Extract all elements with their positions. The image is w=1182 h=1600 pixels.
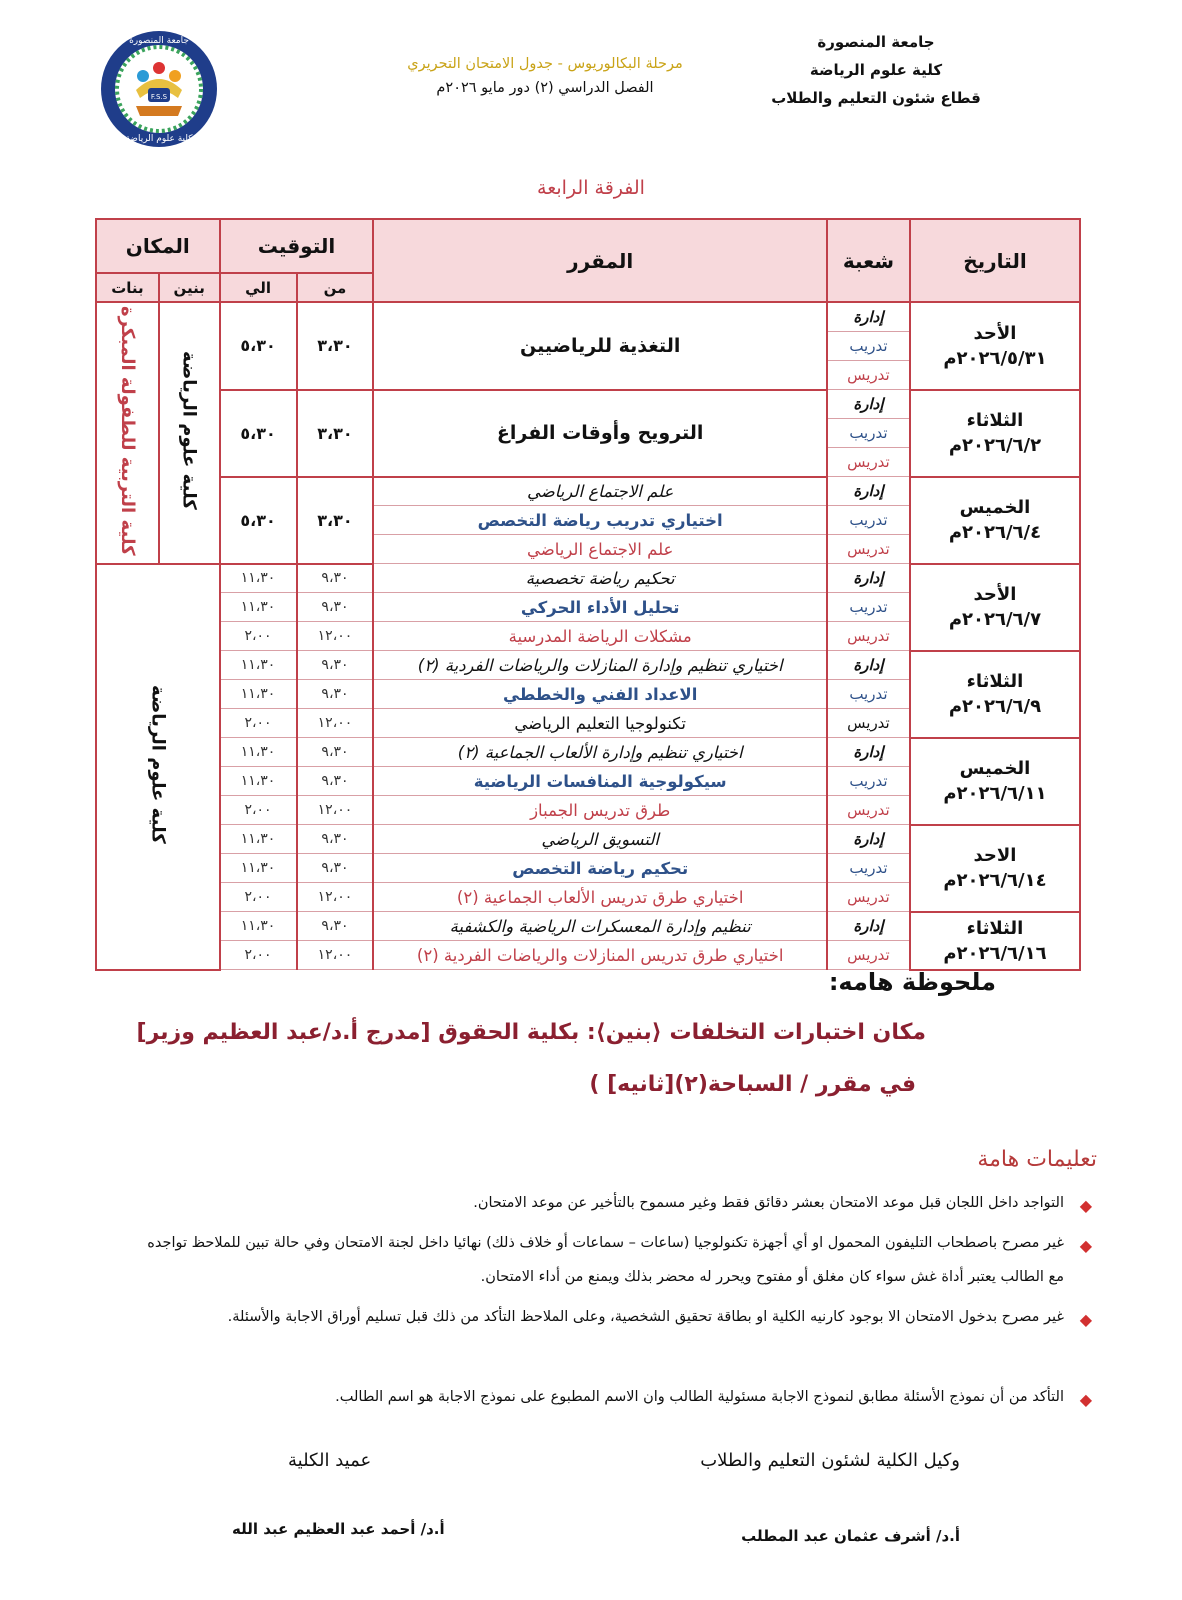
section-tadrib: تدريب bbox=[827, 854, 910, 883]
note-title: ملحوظة هامه: bbox=[828, 968, 996, 996]
section-tadris: تدريس bbox=[827, 361, 910, 390]
time-to: ٢،٠٠ bbox=[220, 709, 297, 738]
table-row bbox=[96, 651, 1080, 680]
table-row bbox=[96, 912, 1080, 941]
table-row bbox=[96, 477, 1080, 506]
course-cell: سيكولوجية المنافسات الرياضية bbox=[373, 767, 827, 796]
section-idara: إدارة bbox=[827, 912, 910, 941]
time-to: ١١،٣٠ bbox=[220, 738, 297, 767]
table-row bbox=[96, 564, 1080, 593]
course-cell: علم الاجتماع الرياضي bbox=[373, 477, 827, 506]
section-idara: إدارة bbox=[827, 825, 910, 854]
day-cell: الأحد ٢٠٢٦/٦/٧م bbox=[910, 564, 1080, 651]
exam-schedule-table bbox=[95, 218, 1081, 971]
time-to: ٥،٣٠ bbox=[220, 390, 297, 477]
course-cell: اختياري تنظيم وإدارة المنازلات والرياضات الفردية (٢) bbox=[373, 651, 827, 680]
vice-dean-name: أ.د/ أشرف عثمان عبد المطلب bbox=[741, 1527, 960, 1545]
day-cell: الخميس ٢٠٢٦/٦/١١م bbox=[910, 738, 1080, 825]
section-tadris: تدريس bbox=[827, 941, 910, 970]
header-girls: بنات bbox=[96, 273, 159, 302]
day-cell: الأحد ٢٠٢٦/٥/٣١م bbox=[910, 302, 1080, 390]
time-from: ١٢،٠٠ bbox=[297, 709, 374, 738]
dean-name: أ.د/ أحمد عبد العظيم عبد الله bbox=[232, 1520, 445, 1538]
course-cell: تنظيم وإدارة المعسكرات الرياضية والكشفية bbox=[373, 912, 827, 941]
semester-title: الفصل الدراسي (٢) دور مايو ٢٠٢٦م bbox=[436, 80, 654, 96]
instruction-item: غير مصرح باصطحاب التليفون المحمول او أي أجهزة تكنولوجيا (ساعات – سماعات أو خلاف ذلك) نهائيا داخل لجنة الامتحان وفي حالة تبين للملاحظ تواجده مع الطالب يعتبر أداة غش سواء كان مغلق أو مفتوح ويحرر له محضر بذلك ويمنع من أداء الامتحان. bbox=[147, 1235, 1064, 1285]
table-row bbox=[96, 738, 1080, 767]
time-to: ١١،٣٠ bbox=[220, 593, 297, 622]
time-to: ١١،٣٠ bbox=[220, 680, 297, 709]
time-to: ١١،٣٠ bbox=[220, 564, 297, 593]
faculty-name: كلية علوم الرياضة bbox=[809, 61, 943, 79]
course-cell: علم الاجتماع الرياضي bbox=[373, 535, 827, 564]
stage-title: مرحلة البكالوريوس - جدول الامتحان التحريري bbox=[407, 56, 683, 72]
course-cell: تحكيم رياضة تخصصية bbox=[373, 564, 827, 593]
time-to: ١١،٣٠ bbox=[220, 854, 297, 883]
course-cell: اختياري تنظيم وإدارة الألعاب الجماعية (٢) bbox=[373, 738, 827, 767]
time-to: ٢،٠٠ bbox=[220, 622, 297, 651]
header-boys: بنين bbox=[159, 273, 220, 302]
table-row bbox=[96, 390, 1080, 419]
header-timing: التوقيت bbox=[220, 219, 374, 273]
course-cell: الترويح وأوقات الفراغ bbox=[373, 390, 827, 477]
day-cell: الخميس ٢٠٢٦/٦/٤م bbox=[910, 477, 1080, 564]
bullet-diamond-icon: ◆ bbox=[1079, 1236, 1092, 1255]
faculty-logo-icon bbox=[98, 28, 220, 150]
place-all-bottom: كلية علوم الرياضة bbox=[96, 564, 220, 970]
header-from: من bbox=[297, 273, 374, 302]
time-to: ١١،٣٠ bbox=[220, 767, 297, 796]
header-date: التاريخ bbox=[910, 219, 1080, 302]
time-from: ٩،٣٠ bbox=[297, 680, 374, 709]
time-from: ٣،٣٠ bbox=[297, 390, 374, 477]
time-from: ٩،٣٠ bbox=[297, 593, 374, 622]
course-cell: مشكلات الرياضة المدرسية bbox=[373, 622, 827, 651]
time-from: ٣،٣٠ bbox=[297, 302, 374, 390]
course-cell: التسويق الرياضي bbox=[373, 825, 827, 854]
logo-abbr: F.S.S bbox=[150, 93, 168, 101]
note-line-1: مكان اختبارات التخلفات ⟨بنين⟩: بكلية الحقوق [مدرج أ.د/عبد العظيم وزير] bbox=[136, 1020, 926, 1045]
section-tadris: تدريس bbox=[827, 535, 910, 564]
time-to: ٢،٠٠ bbox=[220, 941, 297, 970]
note-line-2: في مقرر / السباحة(٢)[ثانيه] ) bbox=[589, 1072, 916, 1097]
course-cell: اختياري طرق تدريس الألعاب الجماعية (٢) bbox=[373, 883, 827, 912]
section-idara: إدارة bbox=[827, 390, 910, 419]
header-section: شعبة bbox=[827, 219, 910, 302]
section-tadris: تدريس bbox=[827, 448, 910, 477]
instruction-item: التأكد من أن نموذج الأسئلة مطابق لنموذج الاجابة مسئولية الطالب وان الاسم المطبوع على نموذج الاجابة هو اسم الطالب. bbox=[335, 1389, 1064, 1405]
section-tadrib: تدريب bbox=[827, 506, 910, 535]
header-to: الي bbox=[220, 273, 297, 302]
table-row bbox=[96, 825, 1080, 854]
header-title bbox=[380, 52, 710, 100]
time-from: ٩،٣٠ bbox=[297, 738, 374, 767]
time-from: ٩،٣٠ bbox=[297, 564, 374, 593]
level-title: الفرقة الرابعة bbox=[537, 177, 645, 199]
section-tadrib: تدريب bbox=[827, 593, 910, 622]
logo-ring-text: جامعة المنصورة bbox=[129, 36, 189, 46]
section-tadrib: تدريب bbox=[827, 680, 910, 709]
time-to: ١١،٣٠ bbox=[220, 912, 297, 941]
day-cell: الثلاثاء ٢٠٢٦/٦/٩م bbox=[910, 651, 1080, 738]
course-cell: التغذية للرياضيين bbox=[373, 302, 827, 390]
time-to: ٢،٠٠ bbox=[220, 883, 297, 912]
instruction-item: التواجد داخل اللجان قبل موعد الامتحان بعشر دقائق فقط وغير مسموح بالتأخير عن موعد الامتحان. bbox=[473, 1195, 1064, 1211]
course-cell: تحليل الأداء الحركي bbox=[373, 593, 827, 622]
section-idara: إدارة bbox=[827, 302, 910, 332]
dean-title: عميد الكلية bbox=[288, 1450, 372, 1471]
time-to: ٥،٣٠ bbox=[220, 302, 297, 390]
section-tadris: تدريس bbox=[827, 796, 910, 825]
time-from: ١٢،٠٠ bbox=[297, 622, 374, 651]
section-idara: إدارة bbox=[827, 738, 910, 767]
section-idara: إدارة bbox=[827, 564, 910, 593]
place-boys-top: كلية علوم الرياضة bbox=[159, 302, 220, 564]
time-to: ١١،٣٠ bbox=[220, 825, 297, 854]
section-idara: إدارة bbox=[827, 477, 910, 506]
place-girls-top: كلية التربية للطفولة المبكرة bbox=[96, 302, 159, 564]
section-tadris: تدريس bbox=[827, 883, 910, 912]
time-from: ١٢،٠٠ bbox=[297, 883, 374, 912]
course-cell: اختياري تدريب رياضة التخصص bbox=[373, 506, 827, 535]
course-cell: طرق تدريس الجمباز bbox=[373, 796, 827, 825]
course-cell: اختياري طرق تدريس المنازلات والرياضات الفردية (٢) bbox=[373, 941, 827, 970]
bullet-diamond-icon: ◆ bbox=[1079, 1390, 1092, 1409]
university-name: جامعة المنصورة bbox=[817, 33, 935, 51]
time-to: ٥،٣٠ bbox=[220, 477, 297, 564]
section-tadris: تدريس bbox=[827, 709, 910, 738]
header-course: المقرر bbox=[373, 219, 827, 302]
time-to: ١١،٣٠ bbox=[220, 651, 297, 680]
day-cell: الثلاثاء ٢٠٢٦/٦/١٦م bbox=[910, 912, 1080, 970]
table-row bbox=[96, 302, 1080, 332]
section-tadrib: تدريب bbox=[827, 767, 910, 796]
time-from: ١٢،٠٠ bbox=[297, 796, 374, 825]
time-from: ٩،٣٠ bbox=[297, 767, 374, 796]
time-to: ٢،٠٠ bbox=[220, 796, 297, 825]
section-idara: إدارة bbox=[827, 651, 910, 680]
header-place: المكان bbox=[96, 219, 220, 273]
course-cell: تحكيم رياضة التخصص bbox=[373, 854, 827, 883]
sector-name: قطاع شئون التعليم والطلاب bbox=[771, 89, 981, 107]
logo-ring-text-bottom: كلية علوم الرياضة bbox=[125, 134, 193, 144]
section-tadrib: تدريب bbox=[827, 419, 910, 448]
time-from: ٩،٣٠ bbox=[297, 825, 374, 854]
bullet-diamond-icon: ◆ bbox=[1079, 1310, 1092, 1329]
bullet-diamond-icon: ◆ bbox=[1079, 1196, 1092, 1215]
course-cell: الاعداد الفني والخططي bbox=[373, 680, 827, 709]
course-cell: تكنولوجيا التعليم الرياضي bbox=[373, 709, 827, 738]
time-from: ٣،٣٠ bbox=[297, 477, 374, 564]
section-tadris: تدريس bbox=[827, 622, 910, 651]
day-cell: الثلاثاء ٢٠٢٦/٦/٢م bbox=[910, 390, 1080, 477]
instructions-title: تعليمات هامة bbox=[977, 1147, 1097, 1172]
time-from: ٩،٣٠ bbox=[297, 912, 374, 941]
instruction-item: غير مصرح بدخول الامتحان الا بوجود كارنيه الكلية او بطاقة تحقيق الشخصية، وعلى الملاحظ التأكد من ذلك قبل تسليم أوراق الاجابة والأسئلة. bbox=[227, 1309, 1064, 1325]
section-tadrib: تدريب bbox=[827, 332, 910, 361]
time-from: ١٢،٠٠ bbox=[297, 941, 374, 970]
time-from: ٩،٣٠ bbox=[297, 854, 374, 883]
header-institution bbox=[756, 28, 996, 112]
time-from: ٩،٣٠ bbox=[297, 651, 374, 680]
vice-dean-title: وكيل الكلية لشئون التعليم والطلاب bbox=[700, 1450, 960, 1471]
day-cell: الاحد ٢٠٢٦/٦/١٤م bbox=[910, 825, 1080, 912]
